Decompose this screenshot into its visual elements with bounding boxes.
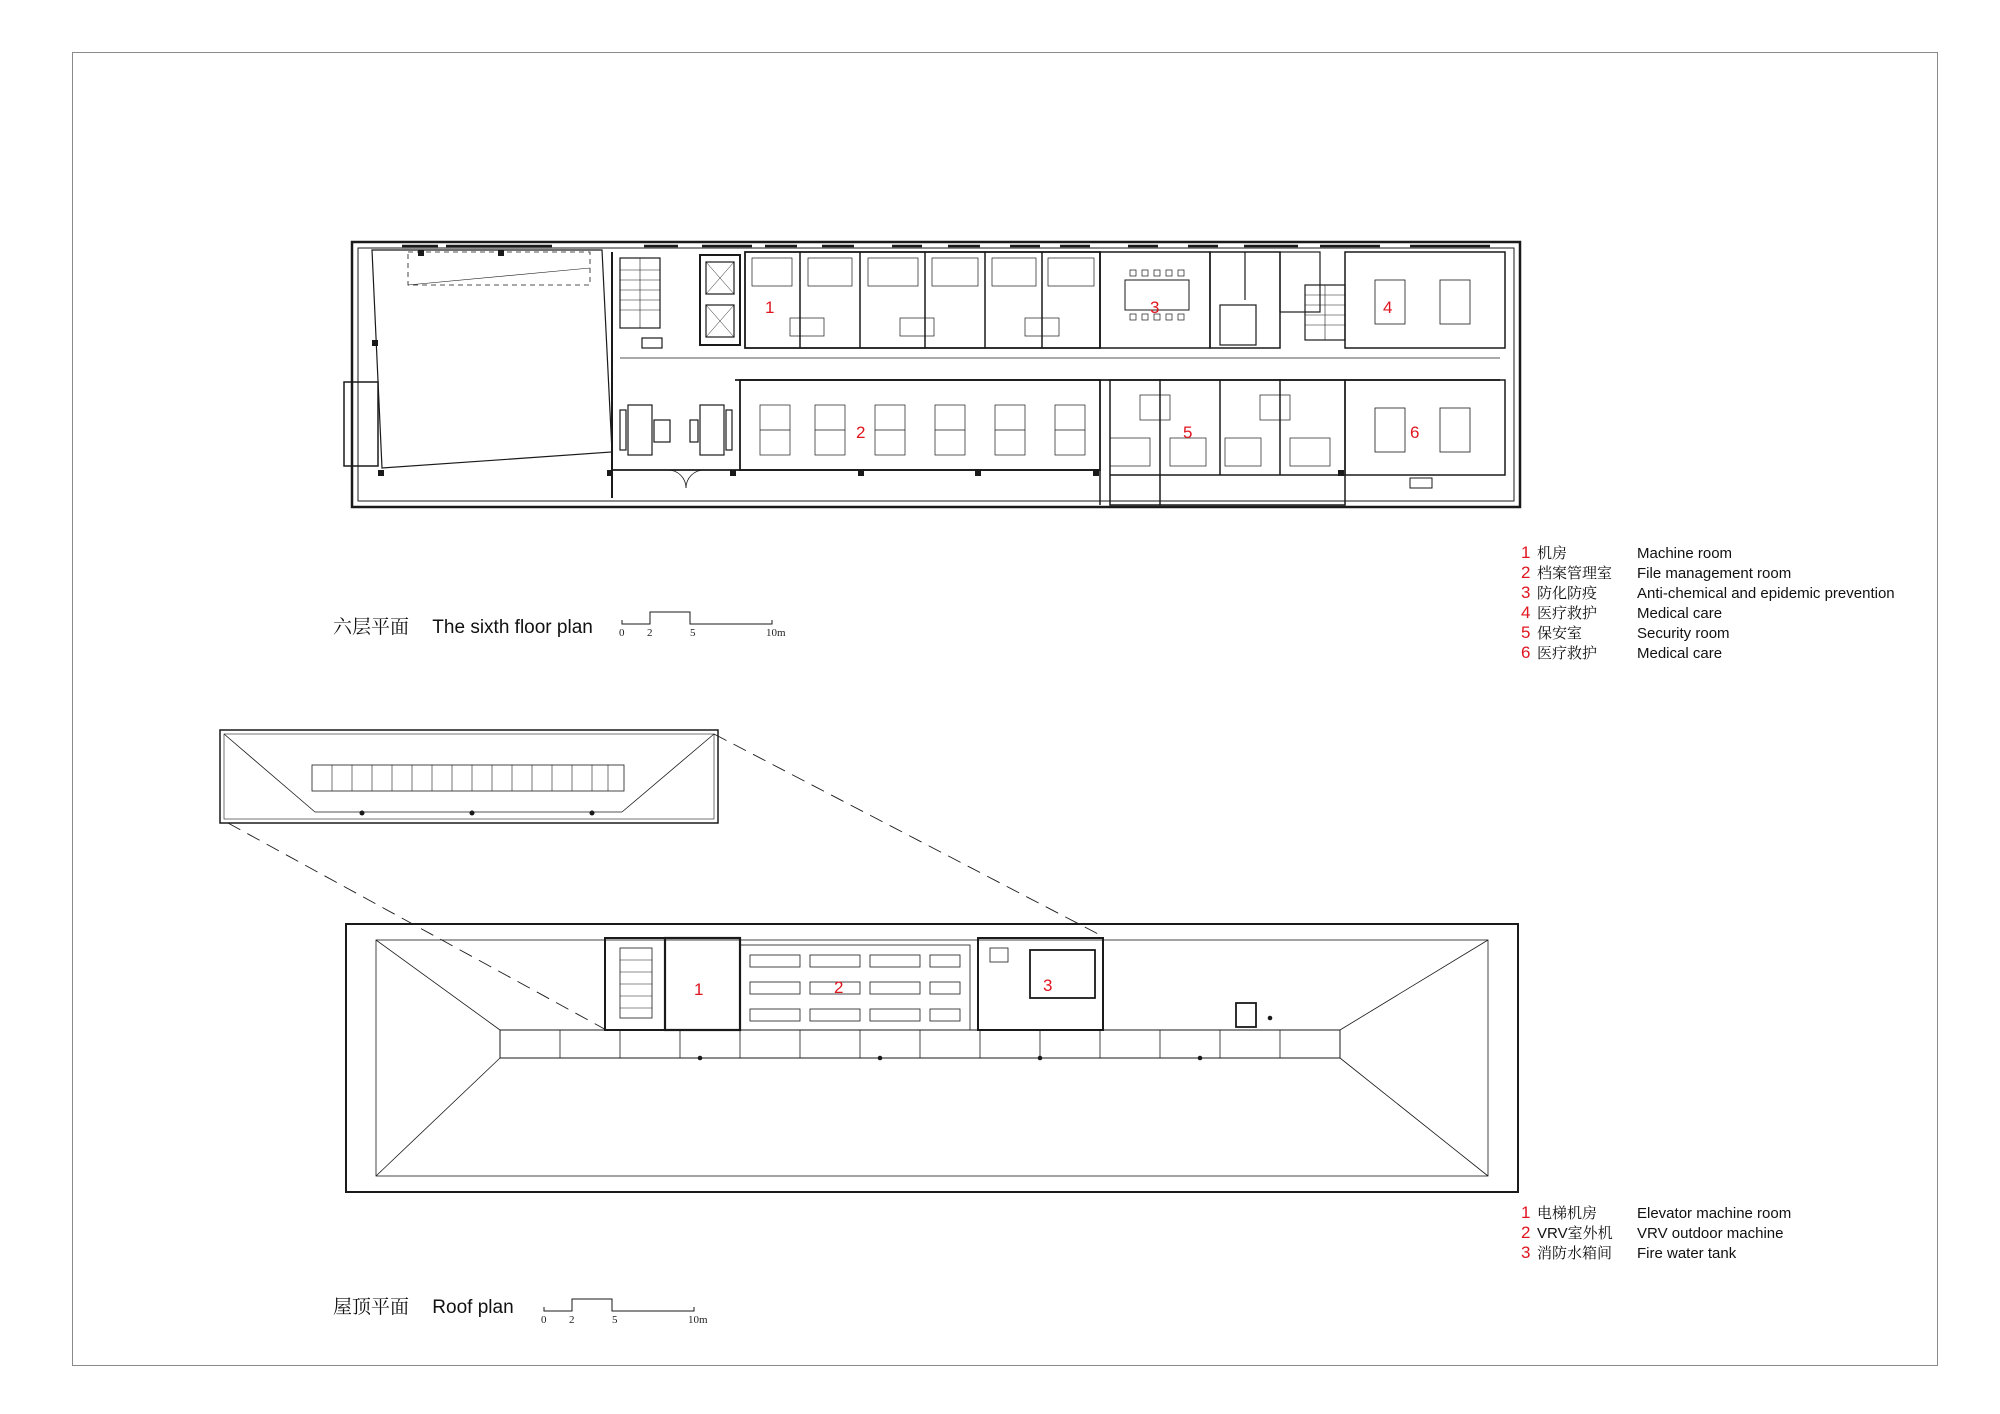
- sixth-floor-scale-bar: [622, 612, 772, 624]
- sixth-scale-label-10m: 10m: [766, 627, 786, 639]
- legend-item: 1 电梯机房 Elevator machine room: [1521, 1203, 1792, 1222]
- sixth-floor-title-cn: 六层平面: [333, 617, 410, 638]
- sixth-room-number-6: 6: [1410, 423, 1420, 442]
- sixth-room-number-5: 5: [1183, 423, 1193, 442]
- legend-item: 4 医疗救护 Medical care: [1521, 603, 1723, 622]
- sixth-scale-label-5: 5: [690, 627, 696, 639]
- sixth-room-number-3: 3: [1150, 298, 1160, 317]
- roof-title-en: Roof plan: [432, 1297, 514, 1318]
- legend-item: 3 防化防疫 Anti-chemical and epidemic prevention: [1521, 583, 1895, 602]
- sixth-floor-plan: [344, 242, 1520, 507]
- legend-item: 2 档案管理室 File management room: [1521, 563, 1792, 582]
- roof-room-number-2: 2: [834, 978, 844, 997]
- roof-room-number-1: 1: [694, 980, 704, 999]
- sixth-scale-label-2: 2: [647, 627, 653, 639]
- legend-item: 1 机房 Machine room: [1521, 543, 1733, 562]
- legend-item: 5 保安室 Security room: [1521, 623, 1730, 642]
- legend-item: 2 VRV室外机 VRV outdoor machine: [1521, 1223, 1784, 1242]
- sixth-floor-title: [333, 612, 593, 639]
- roof-title: [333, 1292, 514, 1319]
- sixth-room-number-2: 2: [856, 423, 866, 442]
- sixth-scale-label-0: 0: [619, 627, 625, 639]
- roof-scale-label-5: 5: [612, 1314, 618, 1326]
- roof-scale-bar: [544, 1299, 694, 1311]
- roof-plan: [220, 730, 1518, 1192]
- sixth-room-number-4: 4: [1383, 298, 1393, 317]
- roof-scale-label-0: 0: [541, 1314, 547, 1326]
- sixth-floor-title-en: The sixth floor plan: [432, 617, 593, 638]
- roof-room-number-3: 3: [1043, 976, 1053, 995]
- roof-scale-label-10m: 10m: [688, 1314, 708, 1326]
- legend-item: 3 消防水箱间 Fire water tank: [1521, 1243, 1737, 1262]
- sixth-room-number-1: 1: [765, 298, 775, 317]
- roof-scale-label-2: 2: [569, 1314, 575, 1326]
- roof-title-cn: 屋顶平面: [333, 1297, 410, 1318]
- legend-item: 6 医疗救护 Medical care: [1521, 643, 1723, 662]
